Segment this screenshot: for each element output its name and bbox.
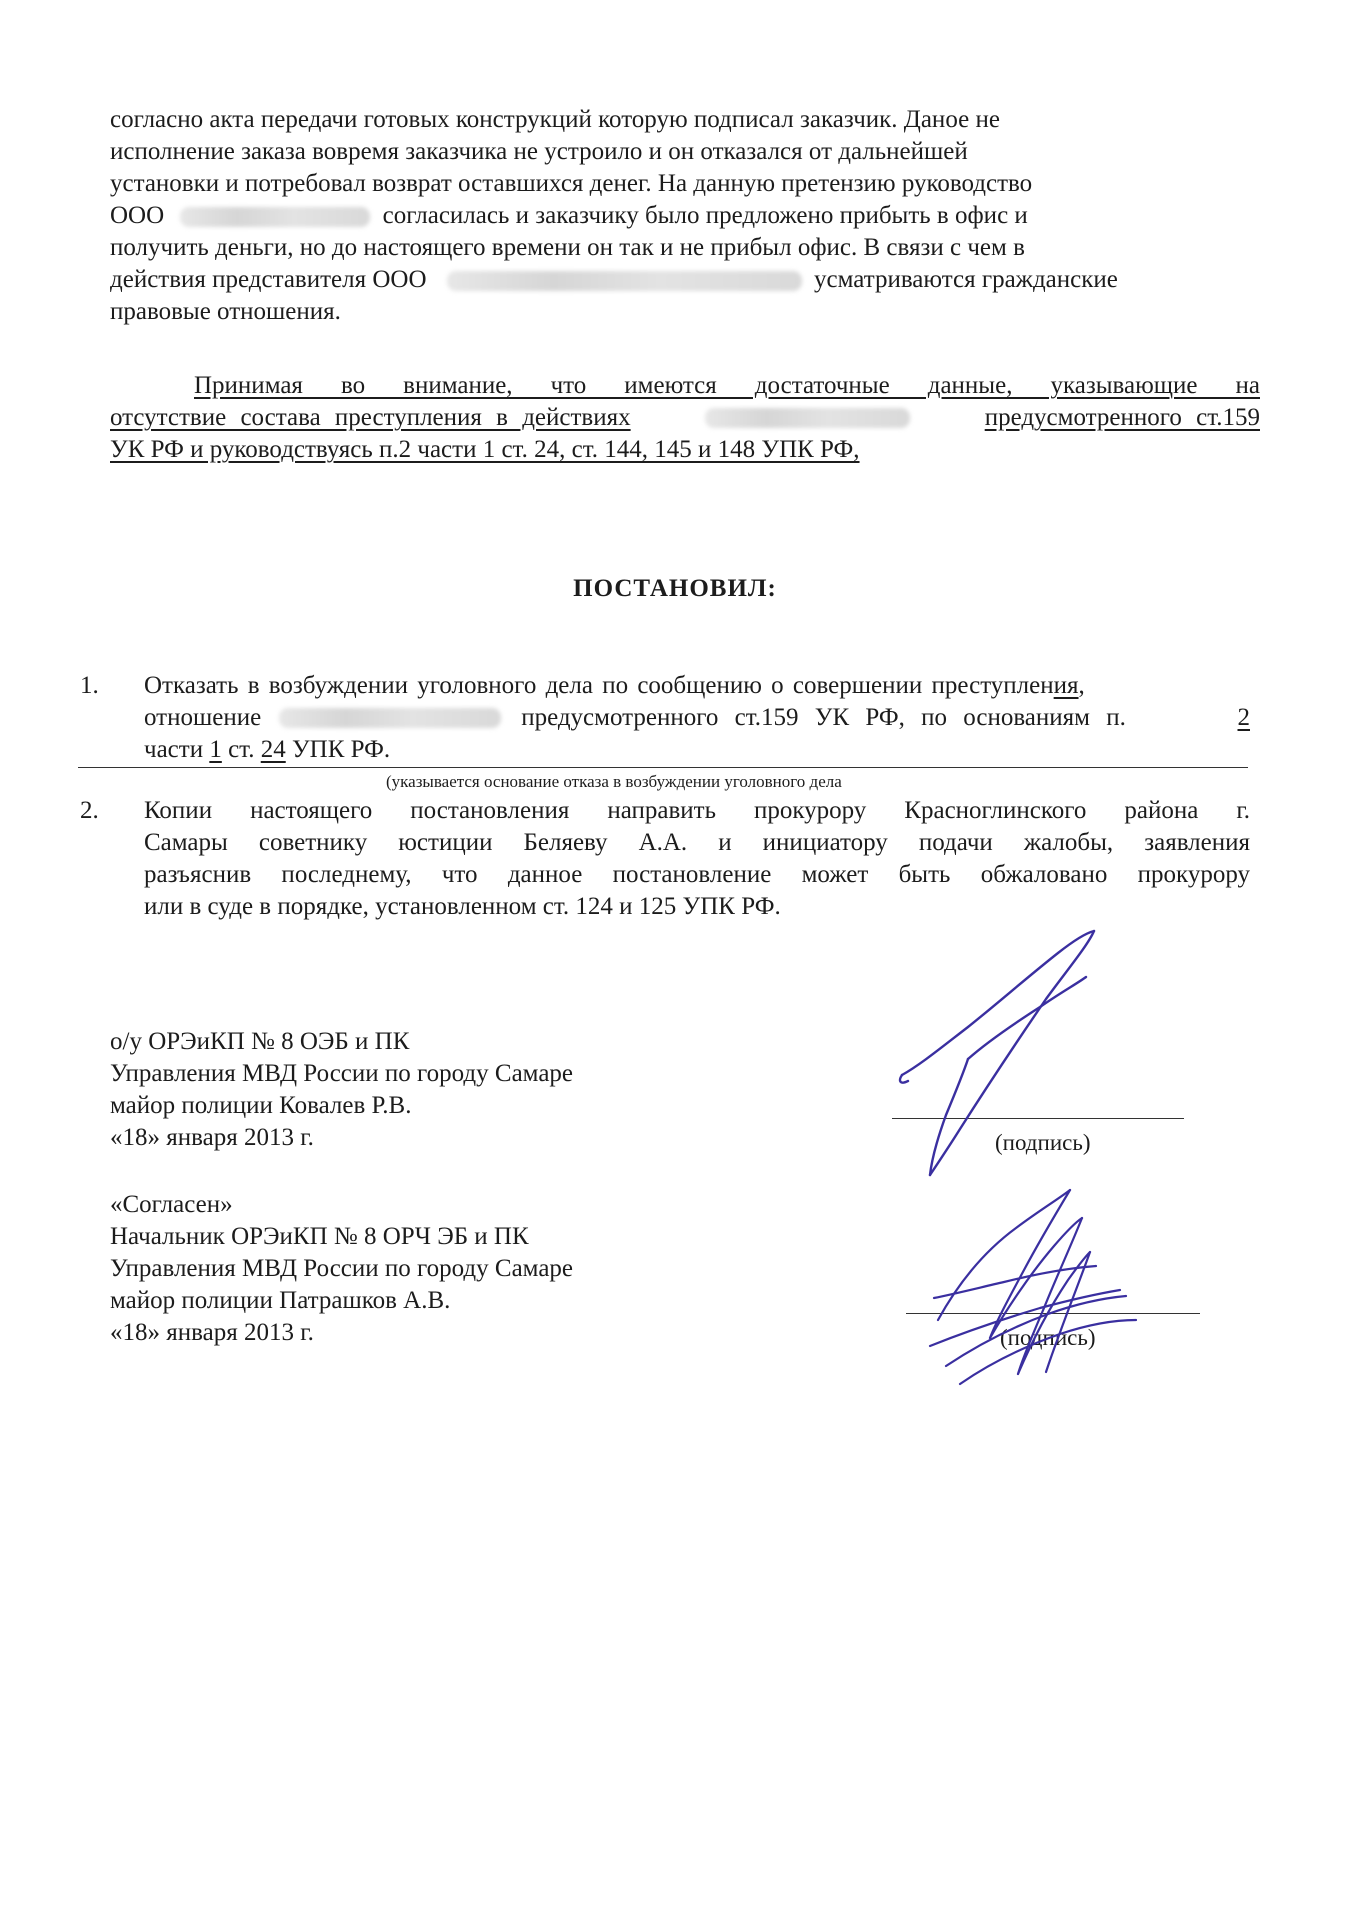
consider-line-1: Принимая во внимание, что имеются достаточные данные, указывающие на xyxy=(194,372,1260,399)
signature-1-label: (подпись) xyxy=(995,1130,1091,1155)
basis-caption: (указывается основание отказа в возбуждении уголовного дела xyxy=(386,772,842,791)
signer-2-approval: «Согласен» xyxy=(110,1191,233,1218)
item-2-line-2: Самары советнику юстиции Беляеву А.А. и инициатору подачи жалобы, заявления xyxy=(144,829,1250,856)
signer-2-date: «18» января 2013 г. xyxy=(110,1319,314,1346)
item-1-line-2 xyxy=(144,702,1250,734)
item-2-line-1: Копии настоящего постановления направить прокурору Красноглинского района г. xyxy=(144,797,1250,824)
item-2-line-3: разъяснив последнему, что данное постановление может быть обжаловано прокурору xyxy=(144,861,1250,888)
item-1-line-1-comma: , xyxy=(1078,672,1085,699)
intro-line-6 xyxy=(110,264,1118,296)
item-1-number: 1. xyxy=(80,672,99,699)
intro-line-2: исполнение заказа вовремя заказчика не устроило и он отказался от дальнейшей xyxy=(110,138,968,165)
item-1-line-3 xyxy=(144,734,390,766)
signer-1-department: Управления МВД России по городу Самаре xyxy=(110,1060,574,1087)
intro-line-3: установки и потребовал возврат оставшихся денег. На данную претензию руководство xyxy=(110,170,1033,197)
basis-underline xyxy=(78,767,1248,768)
intro-line-4 xyxy=(110,200,1028,232)
consider-line-3: УК РФ и руководствуясь п.2 части 1 ст. 24, ст. 144, 145 и 148 УПК РФ, xyxy=(110,436,860,463)
intro-ooo-label: ООО xyxy=(110,202,165,229)
item-1-article-label: ст. xyxy=(228,736,255,763)
signer-2-name: майор полиции Патрашков А.В. xyxy=(110,1287,451,1314)
signer-1-position: о/у ОРЭиКП № 8 ОЭБ и ПК xyxy=(110,1028,410,1055)
redacted-person-name xyxy=(279,708,501,728)
signer-1-date: «18» января 2013 г. xyxy=(110,1124,314,1151)
signature-1-handwriting xyxy=(880,925,1200,1195)
signature-2-label: (подпись) xyxy=(1000,1325,1096,1350)
item-1-line-2-start: отношение xyxy=(144,704,262,731)
signer-1-name: майор полиции Ковалев Р.В. xyxy=(110,1092,412,1119)
consider-line-2-start: отсутствие состава преступления в действиях xyxy=(110,404,631,431)
consider-line-2-end: предусмотренного ст.159 xyxy=(984,404,1260,431)
item-1-line-1 xyxy=(144,670,1250,702)
decision-heading: ПОСТАНОВИЛ: xyxy=(573,575,777,602)
redacted-company-name xyxy=(447,271,802,291)
consider-line-2 xyxy=(110,402,1260,434)
item-1-line-1-main: Отказать в возбуждении уголовного дела по сообщению о совершении преступлен xyxy=(144,672,1054,699)
intro-line-4-rest: согласилась и заказчику было предложено прибыть в офис и xyxy=(382,202,1028,229)
intro-line-6-end: усматриваются гражданские xyxy=(814,266,1118,293)
intro-line-5: получить деньги, но до настоящего времени он так и не прибыл офис. В связи с чем в xyxy=(110,234,1025,261)
item-1-code: УПК РФ. xyxy=(291,736,391,763)
item-1-line-2-rest xyxy=(521,702,1250,734)
signer-2-position: Начальник ОРЭиКП № 8 ОРЧ ЭБ и ПК xyxy=(110,1223,529,1250)
item-1-line-2-text: предусмотренного ст.159 УК РФ, по основаниям п. xyxy=(521,704,1126,731)
item-1-part-label: части xyxy=(144,736,204,763)
item-1-line-1-underlined: ия xyxy=(1053,672,1079,699)
redacted-person-name xyxy=(705,408,910,428)
item-2-line-4: или в суде в порядке, установленном ст. 124 и 125 УПК РФ. xyxy=(144,893,781,920)
intro-line-1: согласно акта передачи готовых конструкций которую подписал заказчик. Даное не xyxy=(110,106,1000,133)
item-1-article-number: 24 xyxy=(260,736,286,763)
signer-2-department: Управления МВД России по городу Самаре xyxy=(110,1255,574,1282)
item-1-part-number: 1 xyxy=(209,736,222,763)
intro-line-7: правовые отношения. xyxy=(110,298,341,325)
item-1-line-2-clause: 2 xyxy=(1237,704,1250,731)
item-2-number: 2. xyxy=(80,797,99,824)
redacted-company-name xyxy=(180,207,370,227)
item-1-line-1-text xyxy=(144,670,1085,702)
intro-line-6-start: действия представителя ООО xyxy=(110,266,427,293)
signature-2-handwriting xyxy=(920,1170,1160,1400)
